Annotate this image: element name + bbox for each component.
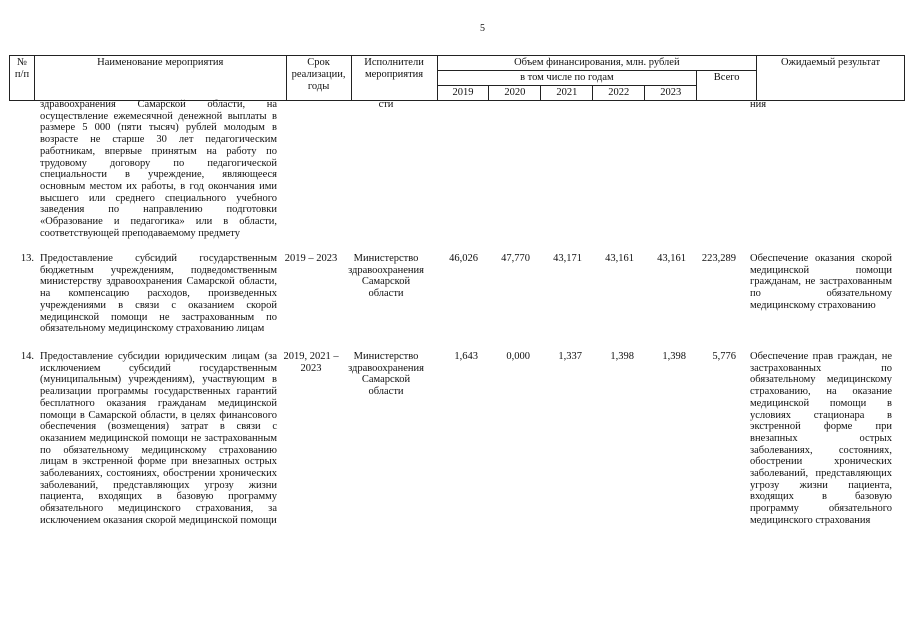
row-total: 223,289 (701, 253, 736, 264)
row-value-2019: 1,643 (454, 351, 478, 362)
row-value-2021: 43,171 (553, 253, 582, 264)
continuation-executors: сти (378, 99, 394, 110)
header-year-2022: 2022 (593, 86, 645, 101)
row-number: 14. (20, 351, 34, 362)
header-year-2021: 2021 (541, 86, 593, 101)
row-executors: Министерство здравоохранения Самарской области (348, 351, 424, 398)
row-name: Предоставление субсидии юридическим лицам (за исключением субсидий государственным (муниципальным) учреждениям), участвующим в реализации программы государственных гарантий бесплатного оказания гражданам медицинской помощи в Самарской области, в целях финансового обеспечения (возмещения) затрат в связи с оказанием медицинской помощи не застрахованным по обязательному медицинскому страхованию лицам в экстренной форме при внезапных острых заболеваниях, состояниях, обострении хронических заболеваний, представляющих угрозу жизни пациента, входящих в базовую программу обязательного медицинского страхования, за исключением оказания скорой медицинской помощи (40, 351, 277, 526)
row-number: 13. (20, 253, 34, 264)
row-value-2022: 1,398 (610, 351, 634, 362)
header-executors: Исполнители мероприятия (351, 56, 437, 101)
row-result: Обеспечение оказания скорой медицинской помощи гражданам, не застрахованным по обязательному медицинскому страхованию (750, 253, 892, 311)
row-name: Предоставление субсидий государственным бюджетным учреждениям, подведомственным министерству здравоохранения Самарской области, на компенсацию расходов, произведенных учреждениями в связи с оказанием скорой медицинской помощи не застрахованным по обязательному медицинскому страхованию лицам (40, 253, 277, 335)
header-term: Срок реализации, годы (286, 56, 351, 101)
page-number: 5 (480, 23, 485, 34)
row-total: 5,776 (712, 351, 736, 362)
row-executors: Министерство здравоохранения Самарской области (348, 253, 424, 300)
row-value-2020: 47,770 (501, 253, 530, 264)
row-value-2023: 43,161 (657, 253, 686, 264)
row-value-2023: 1,398 (662, 351, 686, 362)
continuation-name: здравоохранения Самарской области, на осуществление ежемесячной денежной выплаты в размере 5 000 (пяти тысяч) рублей молодым в возрасте не старше 30 лет педагогическим работникам, впервые принятым на работу по трудовому договору по педагогической специальности в учреждение, являющееся основным местом их работы, в год окончания ими высшего или среднего специального учебного заведения по направлению подготовки «Образование и педагогика» или в области, соответствующей преподаваемому предмету (40, 99, 277, 239)
header-name: Наименование мероприятия (34, 56, 286, 101)
row-value-2022: 43,161 (605, 253, 634, 264)
header-result: Ожидаемый результат (757, 56, 905, 101)
row-term: 2019, 2021 – 2023 (283, 351, 339, 374)
header-num: № п/п (10, 56, 35, 101)
row-value-2020: 0,000 (506, 351, 530, 362)
row-value-2021: 1,337 (558, 351, 582, 362)
row-value-2019: 46,026 (449, 253, 478, 264)
table-header (9, 55, 905, 101)
header-year-2023: 2023 (645, 86, 697, 101)
row-result: Обеспечение прав граждан, не застрахованных по обязательному медицинскому страхованию, на оказание медицинской помощи в условиях стационара в экстренной форме при внезапных острых заболеваниях, состояниях, обострении хронических заболеваний, представляющих угрозу жизни пациента, входящих в базовую программу обязательного медицинского страхования (750, 351, 892, 526)
header-year-2020: 2020 (489, 86, 541, 101)
header-funding: Объем финансирования, млн. рублей (437, 56, 757, 71)
row-term: 2019 – 2023 (284, 253, 338, 264)
header-total: Всего (697, 71, 757, 101)
header-by-years: в том числе по годам (437, 71, 697, 86)
continuation-result: ния (750, 99, 767, 110)
header-year-2019: 2019 (437, 86, 489, 101)
